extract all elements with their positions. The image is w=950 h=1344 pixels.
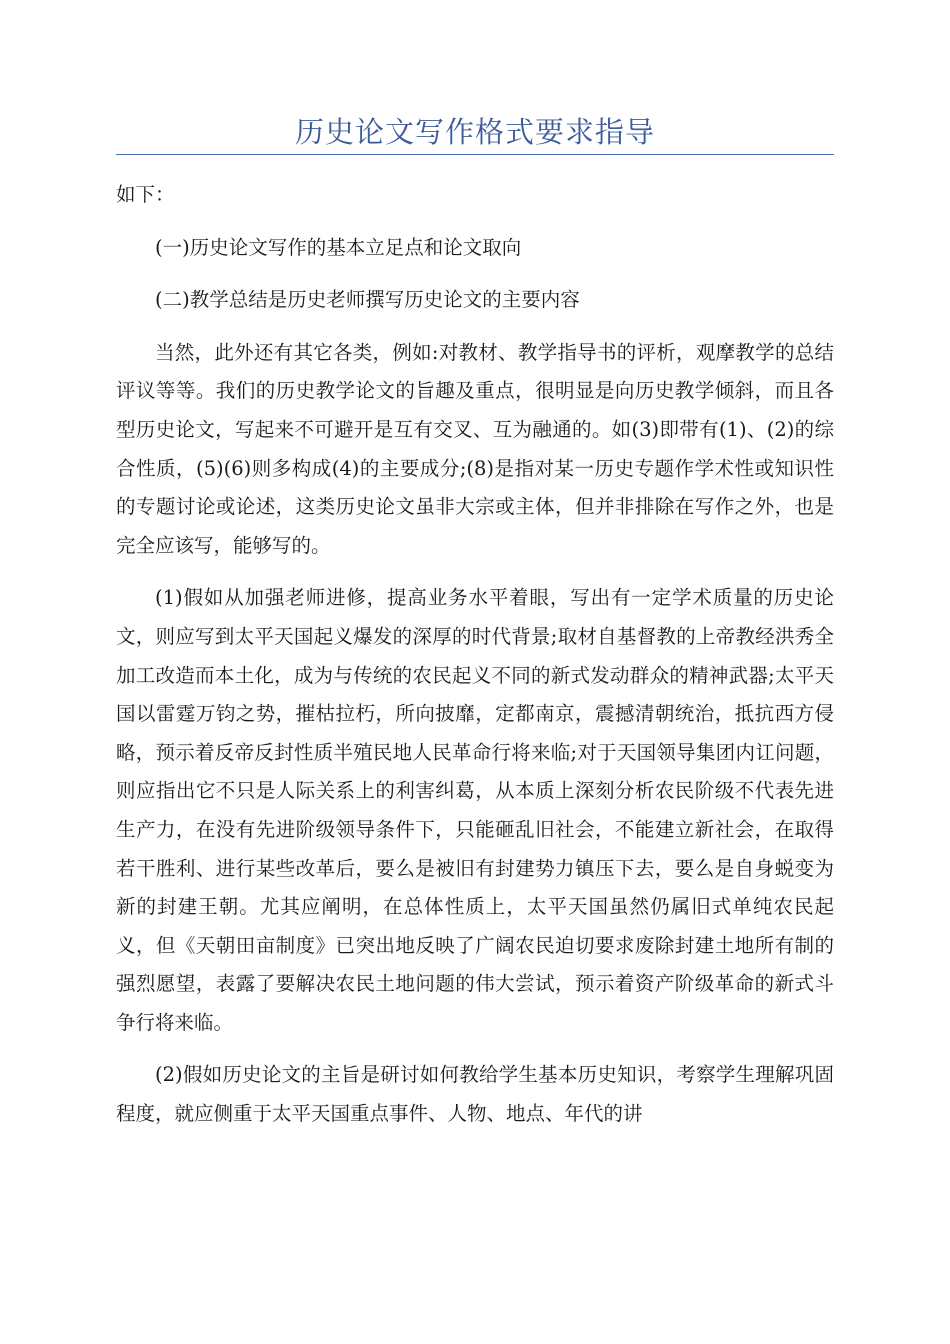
paragraph-other-types: 当然，此外还有其它各类，例如:对教材、教学指导书的评析，观摩教学的总结评议等等。我们的历史教学论文的旨趣及重点，很明显是向历史教学倾斜，而且各型历史论文，写起来不可避开是互有交叉、互为融通的。如(3)即带有(1)、(2)的综合性质，(5)(6)则多构成(4)的主要成分;(8)是指对某一历史专题作学术性或知识性的专题讨论或论述，这类历史论文虽非大宗或主体，但并非排除在写作之外，也是完全应该写，能够写的。 xyxy=(116,340,834,557)
paragraph-point-1: (一)历史论文写作的基本立足点和论文取向 xyxy=(155,235,522,259)
paragraph-case-1: (1)假如从加强老师进修，提高业务水平着眼，写出有一定学术质量的历史论文，则应写到太平天国起义爆发的深厚的时代背景;取材自基督教的上帝教经洪秀全加工改造而本土化，成为与传统的农民起义不同的新式发动群众的精神武器;太平天国以雷霆万钧之势，摧枯拉朽，所向披靡，定都南京，震撼清朝统治，抵抗西方侵略，预示着反帝反封性质半殖民地人民革命行将来临;对于天国领导集团内讧问题，则应指出它不只是人际关系上的利害纠葛，从本质上深刻分析农民阶级不代表先进生产力，在没有先进阶级领导条件下，只能砸乱旧社会，不能建立新社会，在取得若干胜利、进行某些改革后，要么是被旧有封建势力镇压下去，要么是自身蜕变为新的封建王朝。尤其应阐明，在总体性质上，太平天国虽然仍属旧式单纯农民起义，但《天朝田亩制度》已突出地反映了广阔农民迫切要求废除封建土地所有制的强烈愿望，表露了要解决农民土地问题的伟大尝试，预示着资产阶级革命的新式斗争行将来临。 xyxy=(116,586,834,1034)
document-body xyxy=(116,176,834,1134)
paragraph-case-2: (2)假如历史论文的主旨是研讨如何教给学生基本历史知识，考察学生理解巩固程度，就应侧重于太平天国重点事件、人物、地点、年代的讲 xyxy=(116,1063,834,1126)
paragraph-point-2: (二)教学总结是历史老师撰写历史论文的主要内容 xyxy=(155,288,580,312)
title-underline xyxy=(116,154,834,155)
paragraph-intro: 如下： xyxy=(116,183,175,206)
document-title: 历史论文写作格式要求指导 xyxy=(294,115,655,149)
